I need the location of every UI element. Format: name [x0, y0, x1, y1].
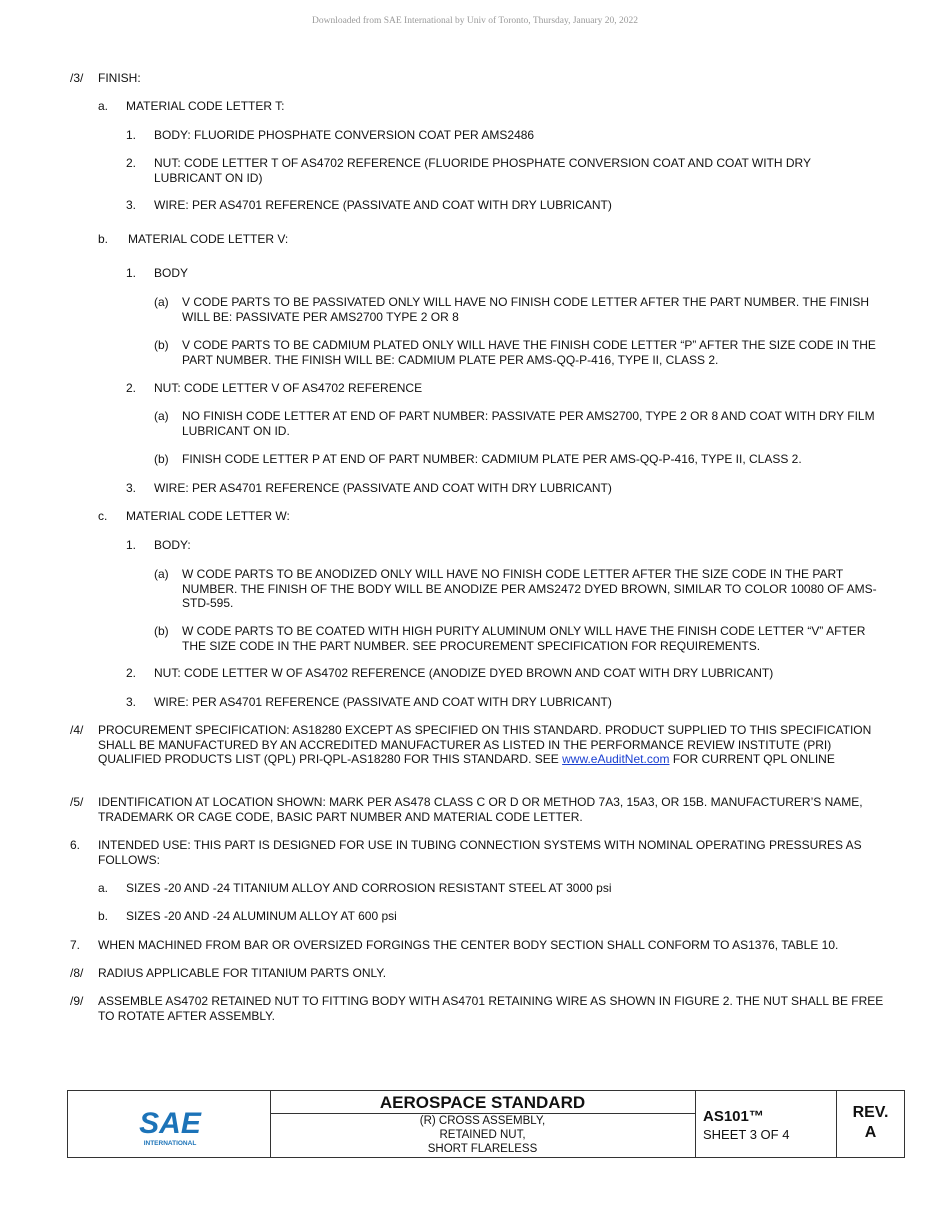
note-3c-1a: (a) W CODE PARTS TO BE ANODIZED ONLY WILL HAVE NO FINISH CODE LETTER AFTER THE SIZE CODE IN THE PART NUMBER. THE FINISH OF THE BODY WILL BE ANODIZE PER AMS2472 DYED BROWN, SIMILAR TO COLOR 10080 OF AMS-STD-595.	[154, 567, 877, 610]
document-title: (R) CROSS ASSEMBLY, RETAINED NUT, SHORT FLARELESS	[419, 1115, 546, 1155]
standard-type: AEROSPACE STANDARD	[270, 1091, 695, 1114]
note-3c-2: 2. NUT: CODE LETTER W OF AS4702 REFERENCE (ANODIZE DYED BROWN AND COAT WITH DRY LUBRICANT)	[126, 666, 774, 680]
note-3a: a. MATERIAL CODE LETTER T:	[98, 99, 285, 113]
note-6a: a. SIZES -20 AND -24 TITANIUM ALLOY AND CORROSION RESISTANT STEEL AT 3000 psi	[98, 881, 612, 895]
note-3b-2b: (b) FINISH CODE LETTER P AT END OF PART NUMBER: CADMIUM PLATE PER AMS-QQ-P-416, TYPE II, CLASS 2.	[154, 452, 802, 466]
doc-number-cell	[695, 1091, 837, 1157]
note-3a-1: 1. BODY: FLUORIDE PHOSPHATE CONVERSION COAT PER AMS2486	[126, 128, 535, 142]
document-number: AS101™	[703, 1108, 764, 1125]
note-3b-3: 3. WIRE: PER AS4701 REFERENCE (PASSIVATE AND COAT WITH DRY LUBRICANT)	[126, 481, 612, 495]
sheet-number: SHEET 3 OF 4	[703, 1127, 790, 1142]
sae-logo-subtext: INTERNATIONAL	[143, 1140, 197, 1147]
download-notice: Downloaded from SAE International by Univ of Toronto, Thursday, January 20, 2022	[311, 16, 639, 26]
note-3: /3/ FINISH:	[70, 71, 141, 85]
eauditnet-link[interactable]: www.eAuditNet.com	[562, 752, 670, 766]
note-3b-1b: (b) V CODE PARTS TO BE CADMIUM PLATED ONLY WILL HAVE THE FINISH CODE LETTER “P” AFTER THE SIZE CODE IN THE PART NUMBER. THE FINISH WILL BE: CADMIUM PLATE PER AMS-QQ-P-416, TYPE II, CLASS 2.	[154, 338, 876, 367]
note-3b-2: 2. NUT: CODE LETTER V OF AS4702 REFERENCE	[126, 381, 423, 395]
revision-cell	[836, 1091, 905, 1157]
note-3c-1: 1. BODY:	[126, 538, 191, 552]
note-8: /8/ RADIUS APPLICABLE FOR TITANIUM PARTS ONLY.	[70, 966, 387, 980]
note-3b-1: 1. BODY	[126, 266, 189, 280]
note-6b: b. SIZES -20 AND -24 ALUMINUM ALLOY AT 600 psi	[98, 909, 397, 923]
title-cell	[270, 1091, 696, 1157]
note-3b-1a: (a) V CODE PARTS TO BE PASSIVATED ONLY WILL HAVE NO FINISH CODE LETTER AFTER THE PART NUMBER. THE FINISH WILL BE: PASSIVATE PER AMS2700 TYPE 2 OR 8	[154, 295, 870, 324]
note-3c-1b: (b) W CODE PARTS TO BE COATED WITH HIGH PURITY ALUMINUM ONLY WILL HAVE THE FINISH CODE LETTER “V” AFTER THE SIZE CODE IN THE PART NUMBER. SEE PROCUREMENT SPECIFICATION FOR REQUIREMENTS.	[154, 624, 866, 653]
note-3b: b. MATERIAL CODE LETTER V:	[98, 232, 289, 246]
note-3a-2: 2. NUT: CODE LETTER T OF AS4702 REFERENCE (FLUORIDE PHOSPHATE CONVERSION COAT AND COAT WITH DRY LUBRICANT ON ID)	[126, 156, 811, 185]
logo-cell	[68, 1091, 271, 1157]
note-3b-2a: (a) NO FINISH CODE LETTER AT END OF PART NUMBER: PASSIVATE PER AMS2700, TYPE 2 OR 8 AND COAT WITH DRY FILM LUBRICANT ON ID.	[154, 409, 875, 438]
note-4: /4/ PROCUREMENT SPECIFICATION: AS18280 EXCEPT AS SPECIFIED ON THIS STANDARD. PRODUCT SUPPLIED TO THIS SPECIFICATION SHALL BE MANUFACTURED BY AN ACCREDITED MANUFACTURER AS LISTED IN THE PERFORMANCE REVIEW INSTITUTE (PRI) QUALIFIED PRODUCTS LIST (QPL) PRI-QPL-AS18280 FOR THIS STANDARD. SEE www.eAuditNet.com FOR CURRENT QPL ONLINE	[70, 723, 872, 766]
note-3c: c. MATERIAL CODE LETTER W:	[98, 509, 290, 523]
note-7: 7. WHEN MACHINED FROM BAR OR OVERSIZED FORGINGS THE CENTER BODY SECTION SHALL CONFORM TO AS1376, TABLE 10.	[70, 938, 839, 952]
note-3a-3: 3. WIRE: PER AS4701 REFERENCE (PASSIVATE AND COAT WITH DRY LUBRICANT)	[126, 198, 612, 212]
sae-logo	[138, 1103, 202, 1149]
sae-logo-text: SAE	[139, 1107, 201, 1140]
note-6: 6. INTENDED USE: THIS PART IS DESIGNED FOR USE IN TUBING CONNECTION SYSTEMS WITH NOMINAL OPERATING PRESSURES AS FOLLOWS:	[70, 838, 862, 867]
revision: REV. A	[852, 1104, 889, 1141]
note-9: /9/ ASSEMBLE AS4702 RETAINED NUT TO FITTING BODY WITH AS4701 RETAINING WIRE AS SHOWN IN FIGURE 2. THE NUT SHALL BE FREE TO ROTATE AFTER ASSEMBLY.	[70, 994, 884, 1023]
note-3c-3: 3. WIRE: PER AS4701 REFERENCE (PASSIVATE AND COAT WITH DRY LUBRICANT)	[126, 695, 612, 709]
title-block	[67, 1090, 905, 1158]
note-5: /5/ IDENTIFICATION AT LOCATION SHOWN: MARK PER AS478 CLASS C OR D OR METHOD 7A3, 15A3, OR 15B. MANUFACTURER’S NAME, TRADEMARK OR CAGE CODE, BASIC PART NUMBER AND MATERIAL CODE LETTER.	[70, 795, 863, 824]
